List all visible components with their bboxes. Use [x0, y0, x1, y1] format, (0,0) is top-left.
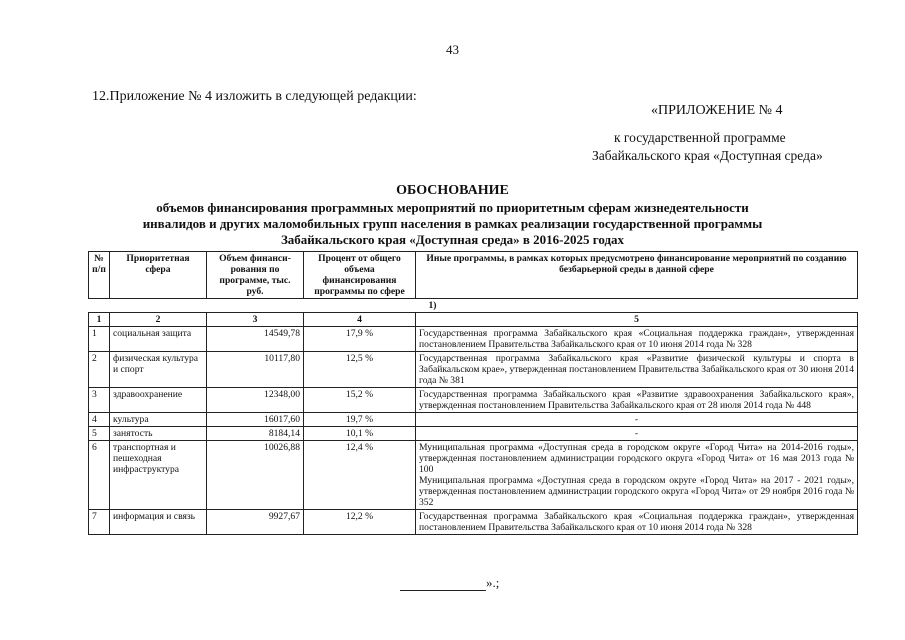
row-other-program-1: Муниципальная программа «Доступная среда в городском округе «Город Чита» на 2014-2016 годы», утвержденная постановлением администрации городского округа «Город Чита» от 16 мая 2013 года № 100 — [419, 442, 854, 475]
row-volume: 16017,60 — [207, 413, 304, 427]
col-num-3: 3 — [207, 313, 304, 327]
closing-mark — [400, 575, 499, 591]
row-percent: 10,1 % — [304, 427, 416, 441]
row-no: 6 — [89, 441, 110, 510]
row-no: 3 — [89, 388, 110, 413]
row-no: 1 — [89, 327, 110, 352]
row-other: - — [416, 413, 858, 427]
header-volume: Объем финанси-рования по программе, тыс. руб. — [207, 252, 304, 299]
table-row — [89, 388, 858, 413]
table-row — [89, 441, 858, 510]
table-row — [89, 352, 858, 388]
row-percent: 19,7 % — [304, 413, 416, 427]
row-other: Государственная программа Забайкальского края «Развитие физической культуры и спорта в Забайкальском крае», утвержденная постановлением Правительства Забайкальского края от 30 июня 2014 года № 381 — [416, 352, 858, 388]
col-num-5: 5 — [416, 313, 858, 327]
appendix-program: Забайкальского края «Доступная среда» — [592, 148, 823, 163]
table-row — [89, 413, 858, 427]
table-row — [89, 327, 858, 352]
col-num-1: 1 — [89, 313, 110, 327]
intro-text: 12.Приложение № 4 изложить в следующей редакции: — [92, 89, 417, 104]
row-volume: 10026,88 — [207, 441, 304, 510]
subtitle-line-1: объемов финансирования программных мероприятий по приоритетным сферам жизнедеятельности — [156, 200, 749, 215]
col-num-2: 2 — [110, 313, 207, 327]
col-num-4: 4 — [304, 313, 416, 327]
document-subtitle — [100, 200, 805, 248]
document-title: ОБОСНОВАНИЕ — [396, 183, 509, 198]
column-numbers-row — [89, 313, 858, 327]
row-sphere: социальная защита — [110, 327, 207, 352]
subtitle-line-3: Забайкальского края «Доступная среда» в 2016-2025 годах — [280, 232, 625, 247]
page-number: 43 — [446, 42, 459, 57]
row-other-program-2: Муниципальная программа «Доступная среда в городском округе «Город Чита» на 2017 - 2021 годы», утвержденная постановлением администрации городского округа «Город Чита» от 29 ноября 2016 года № 352 — [419, 475, 854, 508]
header-no: № п/п — [89, 252, 110, 299]
appendix-to: к государственной программе — [614, 130, 786, 145]
row-other: Государственная программа Забайкальского края «Развитие здравоохранения Забайкальского края», утвержденная постановлением Правительства Забайкальского края от 28 июля 2014 года № 448 — [416, 388, 858, 413]
row-percent: 12,2 % — [304, 510, 416, 535]
appendix-label: «ПРИЛОЖЕНИЕ № 4 — [651, 103, 783, 118]
signature-line — [400, 580, 486, 591]
closing-text: ».; — [486, 575, 500, 590]
row-other: Государственная программа Забайкальского края «Социальная поддержка граждан», утвержденная постановлением Правительства Забайкальского края от 10 июня 2014 года № 328 — [416, 327, 858, 352]
row-sphere: культура — [110, 413, 207, 427]
table-header-row — [89, 252, 858, 299]
row-volume: 14549,78 — [207, 327, 304, 352]
row-percent: 12,4 % — [304, 441, 416, 510]
row-no: 4 — [89, 413, 110, 427]
row-no: 7 — [89, 510, 110, 535]
row-other — [416, 441, 858, 510]
financing-table — [88, 251, 858, 535]
row-volume: 9927,67 — [207, 510, 304, 535]
header-percent-text: Процент от общего объема финансирования программы по сфере — [314, 253, 405, 297]
row-no: 5 — [89, 427, 110, 441]
row-volume: 10117,80 — [207, 352, 304, 388]
row-percent: 12,5 % — [304, 352, 416, 388]
table-row — [89, 427, 858, 441]
row-percent: 15,2 % — [304, 388, 416, 413]
row-other: - — [416, 427, 858, 441]
row-sphere: информация и связь — [110, 510, 207, 535]
row-percent: 17,9 % — [304, 327, 416, 352]
row-sphere: занятость — [110, 427, 207, 441]
footnote-row — [89, 299, 858, 313]
row-sphere: транспортная и пешеходная инфраструктура — [110, 441, 207, 510]
row-sphere: физическая культура и спорт — [110, 352, 207, 388]
row-volume: 8184,14 — [207, 427, 304, 441]
table-row — [89, 510, 858, 535]
row-volume: 12348,00 — [207, 388, 304, 413]
header-other: Иные программы, в рамках которых предусмотрено финансирование мероприятий по созданию безбарьерной среды в данной сфере — [416, 252, 858, 299]
row-sphere: здравоохранение — [110, 388, 207, 413]
header-sphere: Приоритетная сфера — [110, 252, 207, 299]
subtitle-line-2: инвалидов и других маломобильных групп населения в рамках реализации государственной программы — [142, 216, 763, 231]
row-no: 2 — [89, 352, 110, 388]
row-other: Государственная программа Забайкальского края «Социальная поддержка граждан», утвержденная постановлением Правительства Забайкальского края от 10 июня 2014 года № 328 — [416, 510, 858, 535]
header-percent — [304, 252, 416, 299]
header-footnote: 1) — [89, 299, 858, 313]
